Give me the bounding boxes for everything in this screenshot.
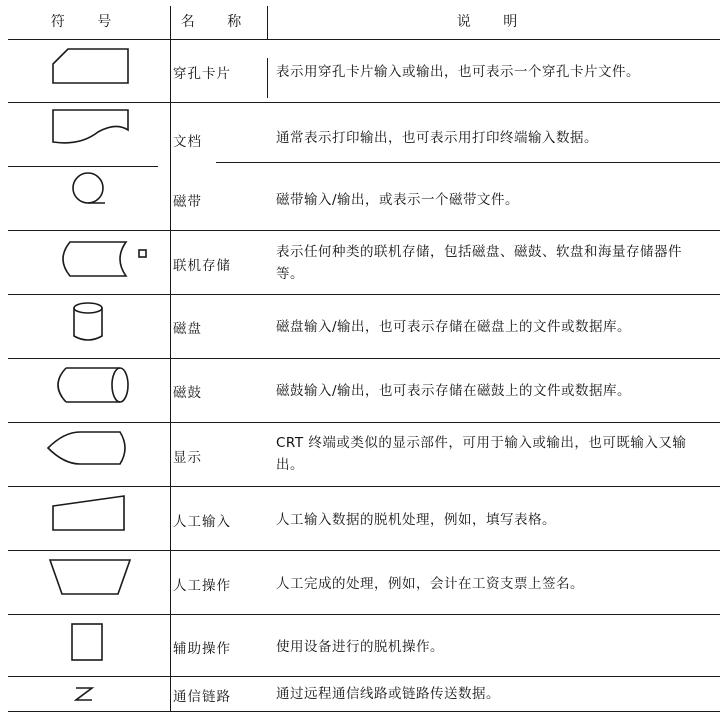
row-desc: 人工完成的处理，例如，会计在工资支票上签名。 [276, 576, 584, 592]
row-divider [8, 711, 720, 712]
row-desc: 表示用穿孔卡片输入或输出，也可表示一个穿孔卡片文件。 [276, 64, 640, 80]
row-name: 文档 [173, 134, 202, 150]
row-desc: 使用设备进行的脱机操作。 [276, 639, 444, 655]
row-divider [216, 162, 720, 163]
magnetic-disk-icon [8, 294, 168, 358]
row-name: 磁鼓 [173, 385, 202, 401]
row-name: 穿孔卡片 [173, 66, 231, 82]
row-name: 通信链路 [173, 689, 231, 705]
column-divider [267, 6, 268, 40]
punched-card-icon [8, 39, 168, 102]
row-desc: 磁鼓输入/输出，也可表示存储在磁鼓上的文件或数据库。 [276, 383, 632, 399]
header-desc: 说 明 [456, 14, 532, 30]
online-storage-icon [8, 230, 168, 294]
row-desc: 通常表示打印输出，也可表示用打印终端输入数据。 [276, 130, 598, 146]
auxiliary-operation-icon [8, 614, 168, 676]
magnetic-tape-icon [8, 166, 168, 230]
row-name: 人工操作 [173, 578, 231, 594]
row-name: 辅助操作 [173, 641, 231, 657]
display-icon [8, 422, 168, 486]
row-desc: 通过远程通信线路或链路传送数据。 [276, 686, 500, 702]
row-name: 磁盘 [173, 321, 202, 337]
manual-operation-icon [8, 550, 168, 614]
row-desc: CRT 终端或类似的显示部件，可用于输入或输出，也可既输入又输出。 [276, 435, 687, 473]
row-name: 联机存储 [173, 258, 231, 274]
row-name: 磁带 [173, 194, 202, 210]
manual-input-icon [8, 486, 168, 550]
column-divider [170, 6, 171, 712]
row-name: 显示 [173, 450, 202, 466]
row-desc: 表示任何种类的联机存储，包括磁盘、磁鼓、软盘和海量存储器件等。 [276, 244, 682, 282]
row-desc: 磁盘输入/输出，也可表示存储在磁盘上的文件或数据库。 [276, 319, 632, 335]
header-symbol: 符 号 [50, 14, 126, 30]
row-name: 人工输入 [173, 514, 231, 530]
magnetic-drum-icon [8, 358, 168, 422]
document-icon [8, 102, 168, 166]
flowchart-symbol-table [8, 6, 720, 712]
header-name: 名 称 [180, 14, 256, 30]
row-desc: 磁带输入/输出，或表示一个磁带文件。 [276, 192, 520, 208]
communication-link-icon [8, 676, 168, 711]
column-divider [267, 58, 268, 98]
row-desc: 人工输入数据的脱机处理，例如，填写表格。 [276, 512, 556, 528]
